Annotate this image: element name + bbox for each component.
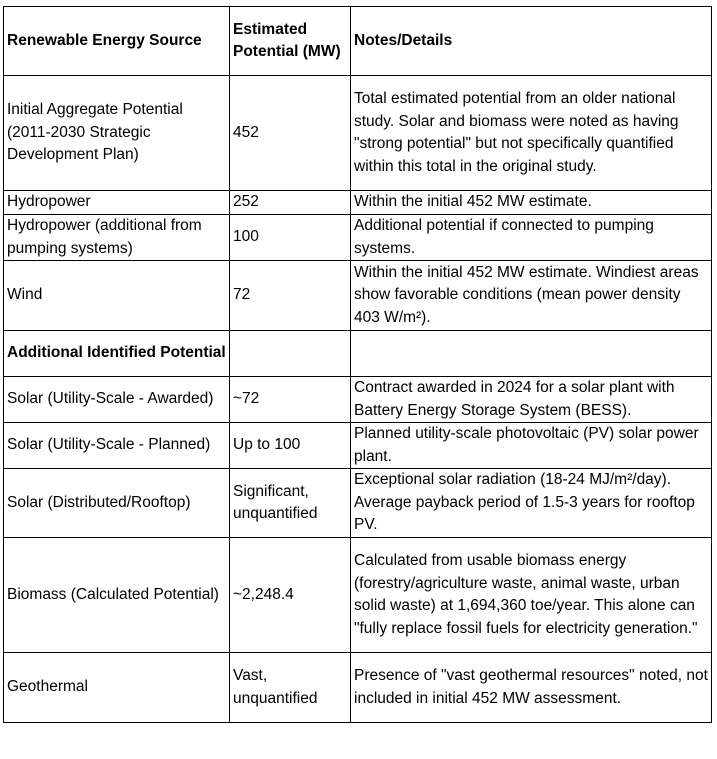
table-row: [4, 469, 712, 538]
potential-cell: 252: [230, 191, 351, 215]
table-row: [4, 261, 712, 331]
source-cell: Hydropower (additional from pumping systems): [4, 215, 230, 261]
source-cell: Geothermal: [4, 653, 230, 723]
potential-cell: ~2,248.4: [230, 538, 351, 653]
notes-cell: Additional potential if connected to pumping systems.: [351, 215, 712, 261]
source-cell: Biomass (Calculated Potential): [4, 538, 230, 653]
potential-cell: 72: [230, 261, 351, 331]
renewable-energy-table: [3, 6, 712, 723]
potential-cell: [230, 331, 351, 377]
potential-cell: Significant, unquantified: [230, 469, 351, 538]
header-source: Renewable Energy Source: [4, 7, 230, 76]
table-row: [4, 377, 712, 423]
notes-cell: Planned utility-scale photovoltaic (PV) solar power plant.: [351, 423, 712, 469]
notes-cell: Total estimated potential from an older national study. Solar and biomass were noted as having "strong potential" but not specifically quantified within this total in the original study.: [351, 76, 712, 191]
notes-cell: Exceptional solar radiation (18-24 MJ/m²/day). Average payback period of 1.5-3 years for rooftop PV.: [351, 469, 712, 538]
potential-cell: Up to 100: [230, 423, 351, 469]
notes-cell: Within the initial 452 MW estimate.: [351, 191, 712, 215]
source-cell: Hydropower: [4, 191, 230, 215]
section-heading: Additional Identified Potential: [4, 331, 230, 377]
table-row: [4, 215, 712, 261]
potential-cell: Vast, unquantified: [230, 653, 351, 723]
table-row: [4, 76, 712, 191]
table-row: [4, 538, 712, 653]
header-notes: Notes/Details: [351, 7, 712, 76]
table-row: [4, 653, 712, 723]
notes-cell: Calculated from usable biomass energy (forestry/agriculture waste, animal waste, urban solid waste) at 1,694,360 toe/year. This alone can "fully replace fossil fuels for electricity generation.": [351, 538, 712, 653]
notes-cell: Presence of "vast geothermal resources" noted, not included in initial 452 MW assessment.: [351, 653, 712, 723]
notes-cell: [351, 331, 712, 377]
header-potential: Estimated Potential (MW): [230, 7, 351, 76]
source-cell: Initial Aggregate Potential (2011-2030 Strategic Development Plan): [4, 76, 230, 191]
table-row: [4, 423, 712, 469]
potential-cell: 452: [230, 76, 351, 191]
source-cell: Wind: [4, 261, 230, 331]
notes-cell: Within the initial 452 MW estimate. Windiest areas show favorable conditions (mean power density 403 W/m²).: [351, 261, 712, 331]
notes-cell: Contract awarded in 2024 for a solar plant with Battery Energy Storage System (BESS).: [351, 377, 712, 423]
table-row: [4, 191, 712, 215]
source-cell: Solar (Utility-Scale - Planned): [4, 423, 230, 469]
source-cell: Solar (Utility-Scale - Awarded): [4, 377, 230, 423]
potential-cell: ~72: [230, 377, 351, 423]
table-header-row: [4, 7, 712, 76]
source-cell: Solar (Distributed/Rooftop): [4, 469, 230, 538]
potential-cell: 100: [230, 215, 351, 261]
section-row: [4, 331, 712, 377]
